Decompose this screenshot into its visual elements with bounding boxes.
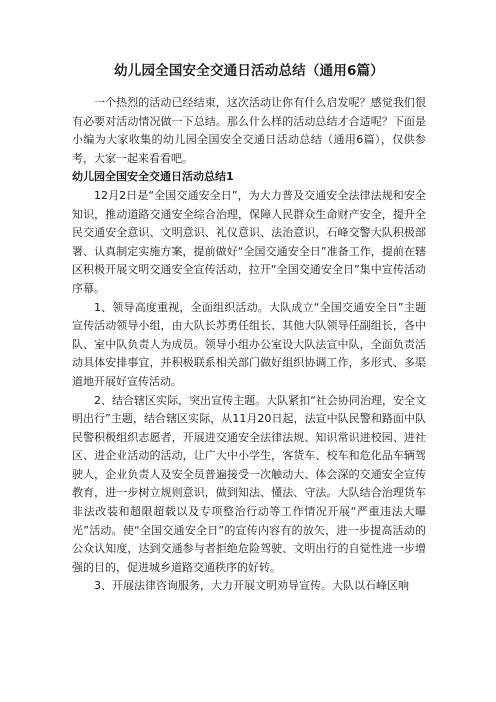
intro-paragraph: 一个热烈的活动已经结束，这次活动让你有什么启发呢？感觉我们很有必要对活动情况做一下总结。那么什么样的活动总结才合适呢？下面是小编为大家收集的幼儿园全国安全交通日活动总结（通用6篇），仅供参考，大家一起来看看吧。 bbox=[72, 96, 426, 165]
body-paragraph: 1、领导高度重视，全面组织活动。大队成立“全国交通安全日”主题宣传活动领导小组，由大队长苏勇任组长、其他大队领导任副组长，各中队、室中队负责人为成员。领导小组办公室设大队法宣中队，全面负责活动具体安排事宜，并积极联系相关部门做好组织协调工作，多形式、多渠道地开展好宣传活动。 bbox=[72, 300, 426, 388]
body-paragraph: 2、结合辖区实际，突出宣传主题。大队紧扣“社会协同治理，安全文明出行”主题，结合辖区实际，从11月20日起，法宣中队民警和路面中队民警积极组织志愿者，开展进交通安全法律法规、知识常识进校园、进社区、进企业活动的活动，让广大中小学生，客货车、校车和危化品车辆驾驶人，企业负责人及安全员普遍接受一次触动大、体会深的交通安全宣传教育，进一步树立规则意识，做到知法、懂法、守法。大队结合治理货车非法改装和超限超载以及专项整治行动等工作情况开展“严重违法大曝光”活动。使“全国交通安全日”的宣传内容有的放矢，进一步提高活动的公众认知度，达到交通参与者拒绝危险驾驶、文明出行的自觉性进一步增强的目的，促进城乡道路交通秩序的好转。 bbox=[72, 393, 426, 574]
document-title: 幼儿园全国安全交通日活动总结（通用6篇） bbox=[114, 63, 384, 79]
body-paragraph: 12月2日是“全国交通安全日”，为大力普及交通安全法律法规和安全知识，推动道路交通安全综合治理，保障人民群众生命财产安全，提升全民交通安全意识、文明意识、礼仪意识、法治意识，石峰交警大队积极部署、认真制定实施方案，提前做好“全国交通安全日”准备工作，提前在辖区积极开展文明交通安全宣传活动，拉开“全国交通安全日”集中宣传活动序幕。 bbox=[72, 188, 426, 295]
section-heading: 幼儿园全国安全交通日活动总结1 bbox=[72, 170, 234, 184]
body-paragraph: 3、开展法律咨询服务，大力开展文明劝导宣传。大队以石峰区响 bbox=[94, 579, 409, 593]
